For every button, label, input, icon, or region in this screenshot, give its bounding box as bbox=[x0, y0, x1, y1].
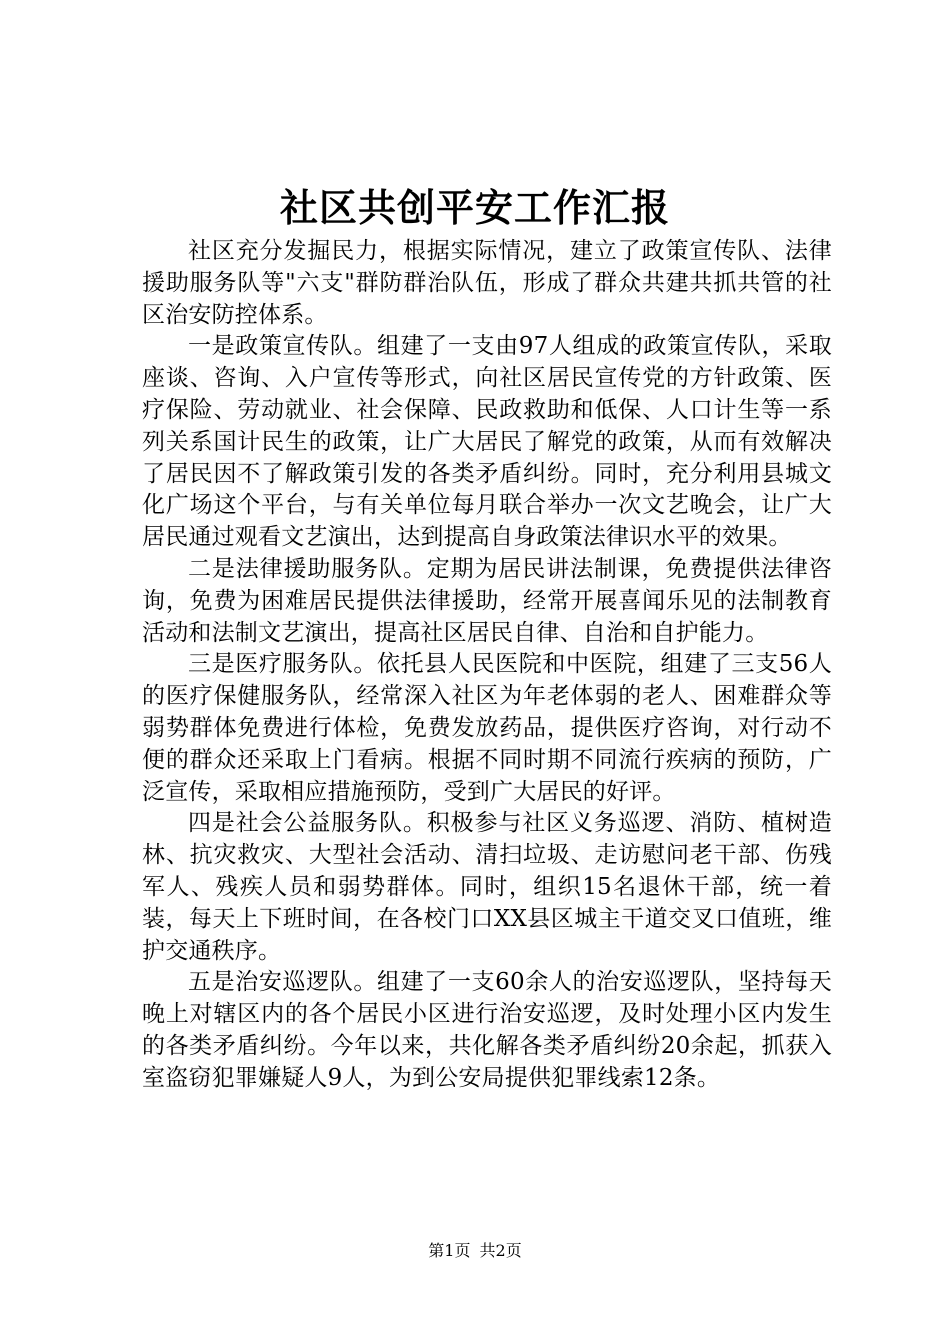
intro-paragraph: 社区充分发掘民力，根据实际情况，建立了政策宣传队、法律援助服务队等"六支"群防群治队伍，形成了群众共建共抓共管的社区治安防控体系。 bbox=[142, 238, 832, 328]
page-number: 第1页 bbox=[428, 1241, 471, 1260]
medical-team-paragraph: 三是医疗服务队。依托县人民医院和中医院，组建了三支56人的医疗保健服务队，经常深入社区为年老体弱的老人、困难群众等弱势群体免费进行体检，免费发放药品，提供医疗咨询，对行动不便的群众还采取上门看病。根据不同时期不同流行疾病的预防，广泛宣传，采取相应措施预防，受到广大居民的好评。 bbox=[142, 651, 832, 805]
policy-team-paragraph: 一是政策宣传队。组建了一支由97人组成的政策宣传队，采取座谈、咨询、入户宣传等形式，向社区居民宣传党的方针政策、医疗保险、劳动就业、社会保障、民政救助和低保、人口计生等一系列关系国计民生的政策，让广大居民了解党的政策，从而有效解决了居民因不了解政策引发的各类矛盾纠纷。同时，充分利用县城文化广场这个平台，与有关单位每月联合举办一次文艺晚会，让广大居民通过观看文艺演出，达到提高自身政策法律识水平的效果。 bbox=[142, 333, 832, 551]
document-body bbox=[142, 236, 832, 1095]
patrol-team-paragraph: 五是治安巡逻队。组建了一支60余人的治安巡逻队，坚持每天晚上对辖区内的各个居民小区进行治安巡逻，及时处理小区内发生的各类矛盾纠纷。今年以来，共化解各类矛盾纠纷20余起，抓获入室盗窃犯罪嫌疑人9人，为到公安局提供犯罪线索12条。 bbox=[142, 969, 832, 1091]
public-welfare-paragraph: 四是社会公益服务队。积极参与社区义务巡逻、消防、植树造林、抗灾救灾、大型社会活动、清扫垃圾、走访慰问老干部、伤残军人、残疾人员和弱势群体。同时，组织15名退休干部，统一着装，每天上下班时间，在各校门口XX县区城主干道交叉口值班，维护交通秩序。 bbox=[142, 810, 832, 964]
document-title: 社区共创平安工作汇报 bbox=[279, 185, 670, 230]
legal-aid-paragraph: 二是法律援助服务队。定期为居民讲法制课，免费提供法律咨询，免费为困难居民提供法律援助，经常开展喜闻乐见的法制教育活动和法制文艺演出，提高社区居民自律、自治和自护能力。 bbox=[142, 555, 832, 646]
page-footer bbox=[0, 1240, 950, 1262]
page-total: 共2页 bbox=[479, 1241, 522, 1260]
